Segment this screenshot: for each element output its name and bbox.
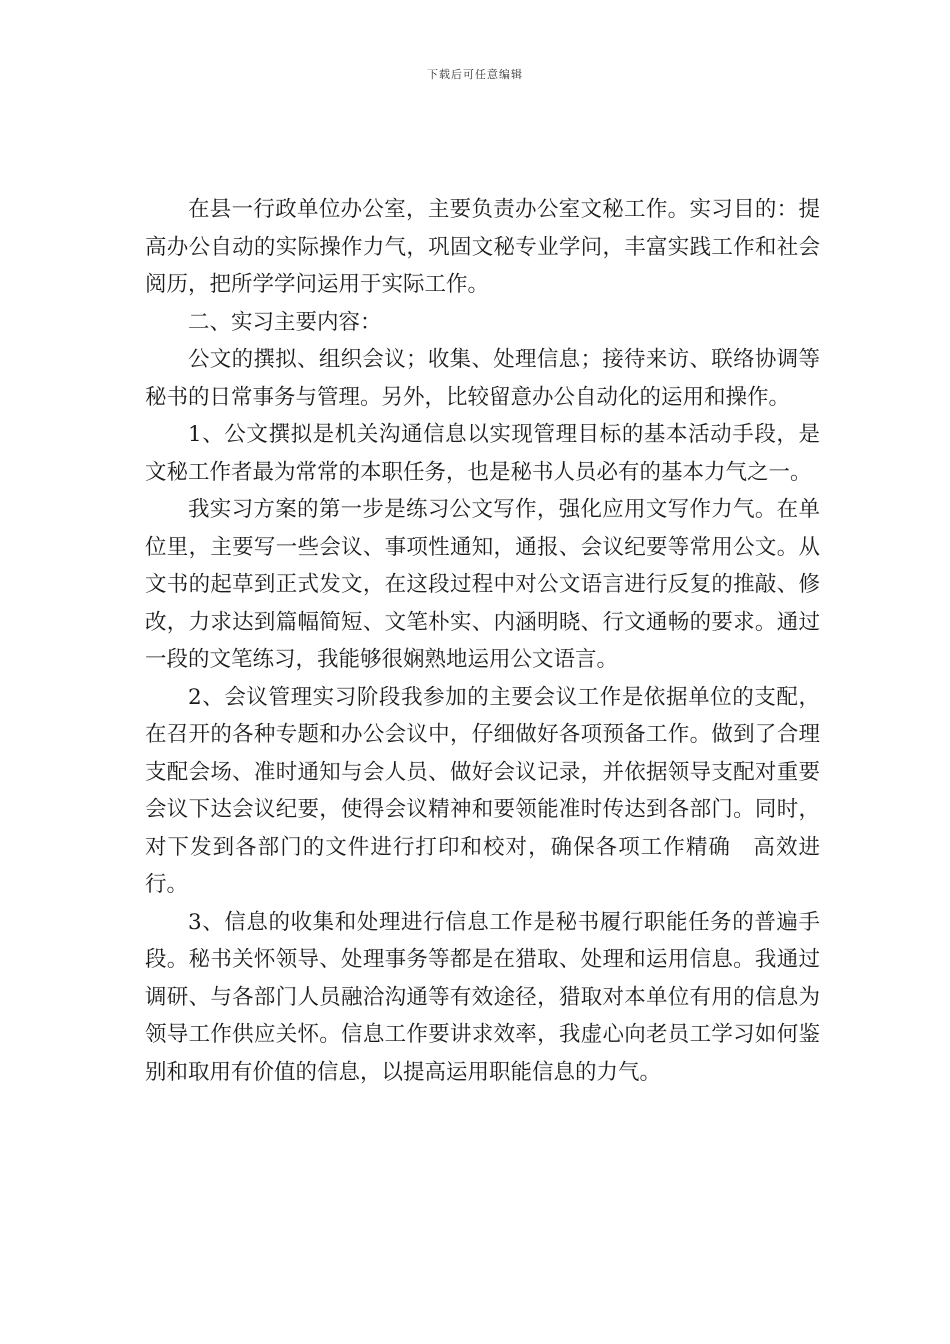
paragraph-intro: 在县一行政单位办公室，主要负责办公室文秘工作。实习目的：提高办公自动的实际操作力气，巩固文秘专业学问，丰富实践工作和社会阅历，把所学学问运用于实际工作。 xyxy=(145,197,820,297)
section-heading: 二、实习主要内容： xyxy=(188,309,382,335)
paragraph-item-1: 1、公文撰拟是机关沟通信息以实现管理目标的基本活动手段，是文秘工作者最为常常的本职任务，也是秘书人员必有的基本力气之一。 xyxy=(145,422,820,485)
paragraph-overview: 公文的撰拟、组织会议；收集、处理信息；接待来访、联络协调等秘书的日常事务与管理。另外，比较留意办公自动化的运用和操作。 xyxy=(145,347,820,410)
document-body xyxy=(145,191,820,1091)
paragraph-item-3: 3、信息的收集和处理进行信息工作是秘书履行职能任务的普遍手段。秘书关怀领导、处理事务等都是在猎取、处理和运用信息。我通过调研、与各部门人员融洽沟通等有效途径，猎取对本单位有用的信息为领导工作供应关怀。信息工作要讲求效率，我虚心向老员工学习如何鉴别和取用有价值的信息，以提高运用职能信息的力气。 xyxy=(145,909,820,1085)
header-note: 下载后可任意编辑 xyxy=(427,68,523,81)
paragraph-item-2: 2、会议管理实习阶段我参加的主要会议工作是依据单位的支配，在召开的各种专题和办公会议中，仔细做好各项预备工作。做到了合理支配会场、准时通知与会人员、做好会议记录，并依据领导支配对重要会议下达会议纪要，使得会议精神和要领能准时传达到各部门。同时，对下发到各部门的文件进行打印和校对，确保各项工作精确 高效进行。 xyxy=(145,684,820,897)
paragraph-writing-practice: 我实习方案的第一步是练习公文写作，强化应用文写作力气。在单位里，主要写一些会议、事项性通知，通报、会议纪要等常用公文。从文书的起草到正式发文，在这段过程中对公文语言进行反复的推敲、修改，力求达到篇幅简短、文笔朴实、内涵明晓、行文通畅的要求。通过一段的文笔练习，我能够很娴熟地运用公文语言。 xyxy=(145,497,820,672)
